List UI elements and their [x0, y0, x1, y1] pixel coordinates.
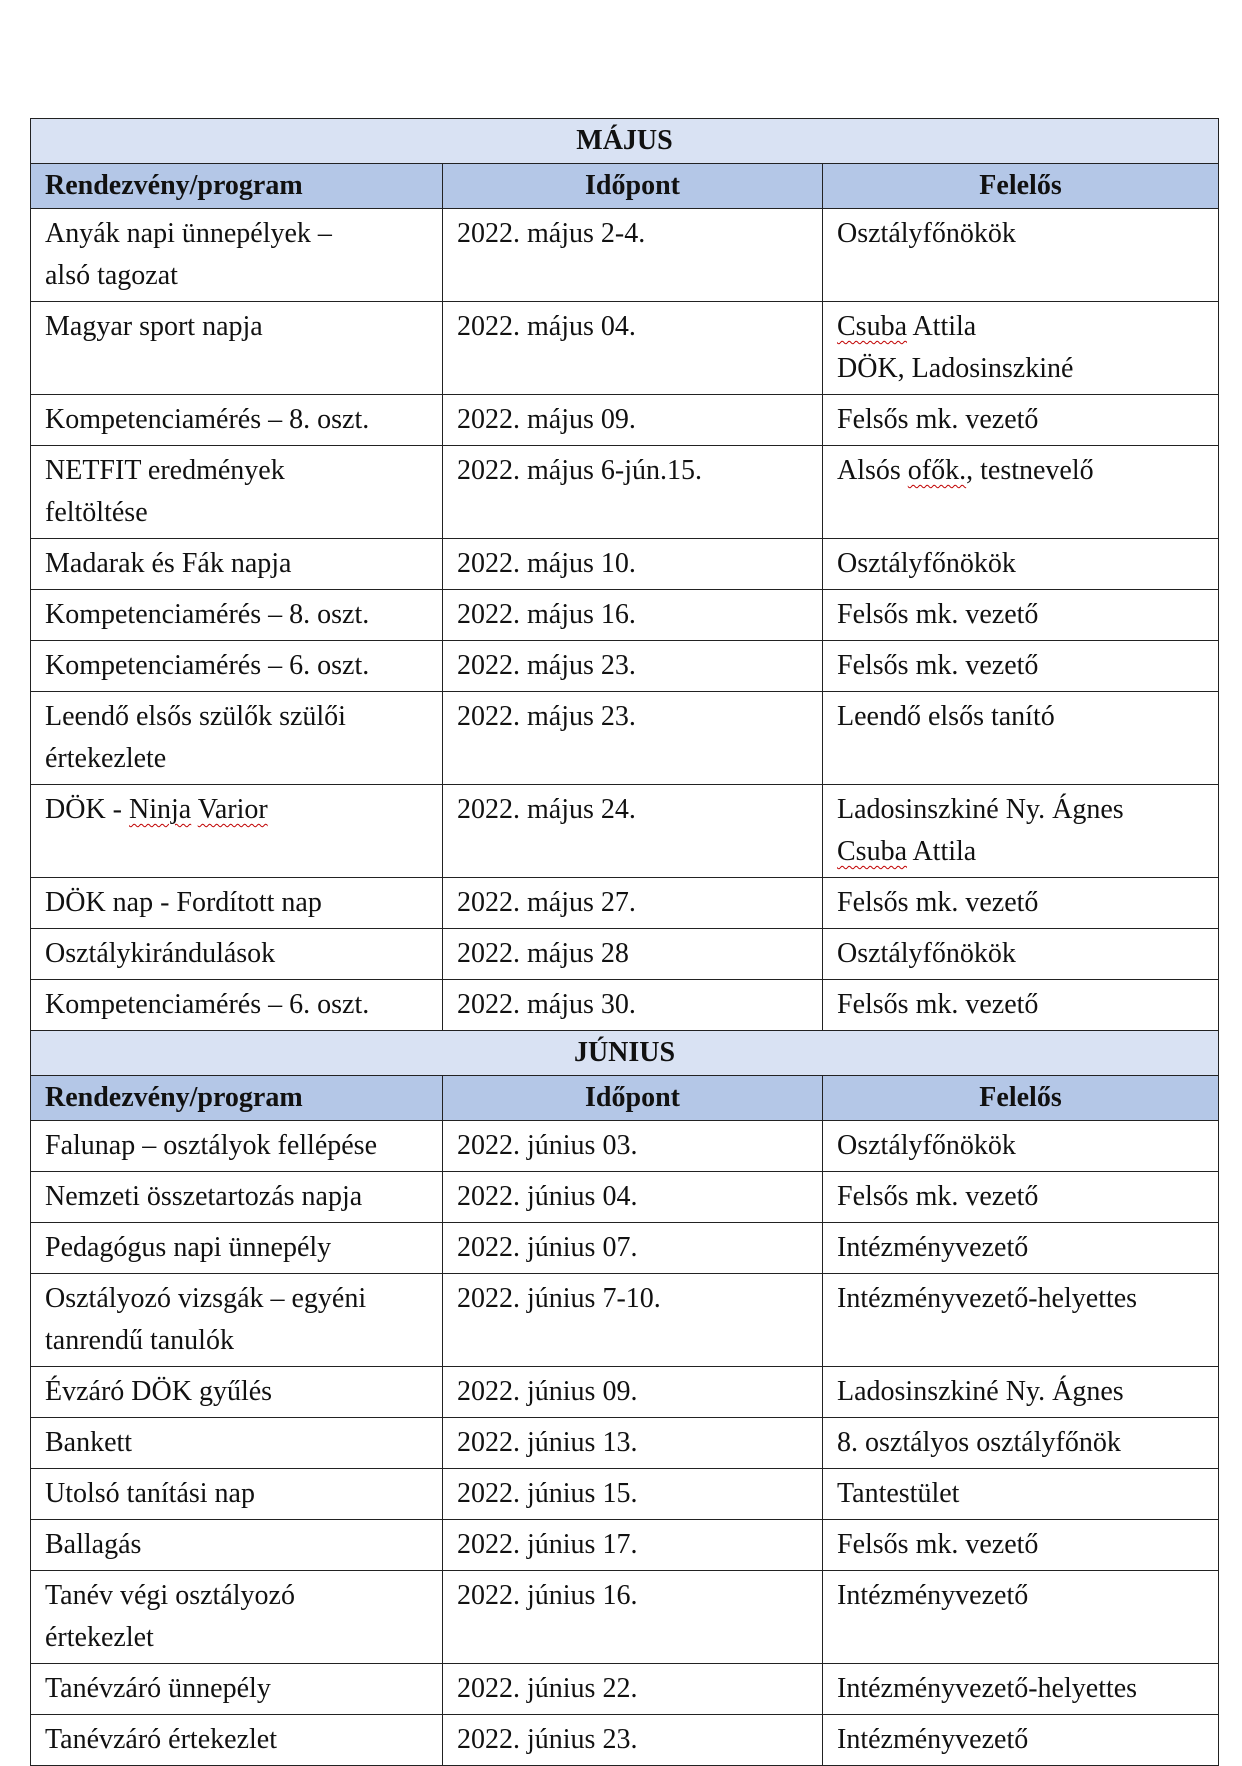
table-row — [31, 209, 1219, 302]
month-row — [31, 1031, 1219, 1076]
responsible-cell — [823, 980, 1219, 1031]
program-cell — [31, 446, 443, 539]
table-row — [31, 1715, 1219, 1766]
program-cell — [31, 1274, 443, 1367]
header-date: Időpont — [443, 1076, 823, 1121]
table-row — [31, 980, 1219, 1031]
responsible-line: Felsős mk. vezető — [837, 650, 1039, 681]
responsible-cell — [823, 785, 1219, 878]
program-cell — [31, 692, 443, 785]
program-cell — [31, 539, 443, 590]
date-cell: 2022. május 28 — [443, 929, 823, 980]
responsible-line: Felsős mk. vezető — [837, 887, 1039, 918]
program-line: Bankett — [45, 1427, 133, 1458]
table-row — [31, 539, 1219, 590]
program-line: Kompetenciamérés – 8. oszt. — [45, 599, 370, 630]
date-cell: 2022. június 16. — [443, 1571, 823, 1664]
responsible-cell — [823, 1274, 1219, 1367]
responsible-cell — [823, 590, 1219, 641]
responsible-cell — [823, 1367, 1219, 1418]
spellcheck-mark: Csuba — [837, 311, 907, 342]
responsible-cell — [823, 929, 1219, 980]
table-row — [31, 590, 1219, 641]
date-cell: 2022. június 7-10. — [443, 1274, 823, 1367]
program-cell — [31, 1664, 443, 1715]
table-row — [31, 929, 1219, 980]
program-cell — [31, 929, 443, 980]
responsible-line: Felsős mk. vezető — [837, 599, 1039, 630]
responsible-line: Felsős mk. vezető — [837, 989, 1039, 1020]
spellcheck-mark: Csuba — [837, 836, 907, 867]
program-cell — [31, 1367, 443, 1418]
program-cell — [31, 590, 443, 641]
program-cell — [31, 1571, 443, 1664]
responsible-cell — [823, 1469, 1219, 1520]
responsible-cell — [823, 209, 1219, 302]
responsible-line: Ladosinszkiné Ny. Ágnes — [837, 794, 1124, 825]
table-row — [31, 641, 1219, 692]
program-line: Nemzeti összetartozás napja — [45, 1181, 363, 1212]
program-line: értekezlet — [45, 1622, 154, 1653]
header-row — [31, 164, 1219, 209]
program-line: tanrendű tanulók — [45, 1325, 234, 1356]
program-line: Leendő elsős szülők szülői — [45, 701, 346, 732]
responsible-line: Osztályfőnökök — [837, 938, 1016, 969]
header-date: Időpont — [443, 164, 823, 209]
responsible-cell — [823, 641, 1219, 692]
responsible-cell — [823, 539, 1219, 590]
program-line: Osztálykirándulások — [45, 938, 276, 969]
program-cell — [31, 980, 443, 1031]
month-row — [31, 119, 1219, 164]
program-cell — [31, 878, 443, 929]
program-line: Tanévzáró értekezlet — [45, 1724, 277, 1755]
table-row — [31, 1418, 1219, 1469]
header-row — [31, 1076, 1219, 1121]
responsible-line: Osztályfőnökök — [837, 218, 1016, 249]
date-cell: 2022. június 23. — [443, 1715, 823, 1766]
program-cell — [31, 785, 443, 878]
responsible-line: Felsős mk. vezető — [837, 1181, 1039, 1212]
date-cell: 2022. május 24. — [443, 785, 823, 878]
responsible-cell — [823, 1223, 1219, 1274]
table-row — [31, 1571, 1219, 1664]
month-title: JÚNIUS — [31, 1031, 1219, 1076]
spellcheck-mark: Ninja — [129, 794, 192, 825]
date-cell: 2022. május 09. — [443, 395, 823, 446]
program-line: Falunap – osztályok fellépése — [45, 1130, 378, 1161]
month-title: MÁJUS — [31, 119, 1219, 164]
program-line: Kompetenciamérés – 6. oszt. — [45, 989, 370, 1020]
responsible-cell — [823, 878, 1219, 929]
date-cell: 2022. június 17. — [443, 1520, 823, 1571]
responsible-line: Intézményvezető — [837, 1724, 1029, 1755]
table-row — [31, 1469, 1219, 1520]
date-cell: 2022. május 23. — [443, 641, 823, 692]
date-cell: 2022. május 23. — [443, 692, 823, 785]
program-line: feltöltése — [45, 497, 148, 528]
program-line: Magyar sport napja — [45, 311, 263, 342]
table-row — [31, 446, 1219, 539]
table-row — [31, 302, 1219, 395]
table-row — [31, 1367, 1219, 1418]
responsible-cell — [823, 1418, 1219, 1469]
schedule-body — [31, 119, 1219, 1766]
date-cell: 2022. június 03. — [443, 1121, 823, 1172]
program-cell — [31, 1172, 443, 1223]
responsible-cell — [823, 692, 1219, 785]
program-line: Anyák napi ünnepélyek – — [45, 218, 332, 249]
responsible-cell — [823, 1571, 1219, 1664]
program-line: Pedagógus napi ünnepély — [45, 1232, 332, 1263]
responsible-line: Alsós ofők., testnevelő — [837, 455, 1094, 486]
program-cell — [31, 1121, 443, 1172]
program-cell — [31, 1223, 443, 1274]
date-cell: 2022. május 16. — [443, 590, 823, 641]
responsible-line: Felsős mk. vezető — [837, 404, 1039, 435]
responsible-line: Intézményvezető-helyettes — [837, 1673, 1138, 1704]
program-line: NETFIT eredmények — [45, 455, 285, 486]
date-cell: 2022. június 04. — [443, 1172, 823, 1223]
program-line: DÖK - Ninja Varior — [45, 794, 268, 825]
date-cell: 2022. május 30. — [443, 980, 823, 1031]
program-line: értekezlete — [45, 743, 167, 774]
date-cell: 2022. május 27. — [443, 878, 823, 929]
table-row — [31, 1664, 1219, 1715]
table-row — [31, 395, 1219, 446]
responsible-line: Osztályfőnökök — [837, 1130, 1016, 1161]
table-row — [31, 1121, 1219, 1172]
responsible-line: Osztályfőnökök — [837, 548, 1016, 579]
program-cell — [31, 302, 443, 395]
responsible-line: DÖK, Ladosinszkiné — [837, 353, 1074, 384]
date-cell: 2022. június 09. — [443, 1367, 823, 1418]
program-line: Évzáró DÖK gyűlés — [45, 1376, 273, 1407]
responsible-line: Ladosinszkiné Ny. Ágnes — [837, 1376, 1124, 1407]
responsible-cell — [823, 1172, 1219, 1223]
program-cell — [31, 1715, 443, 1766]
responsible-line: Intézményvezető — [837, 1232, 1029, 1263]
program-line: Utolsó tanítási nap — [45, 1478, 255, 1509]
responsible-cell — [823, 302, 1219, 395]
responsible-line: Csuba Attila — [837, 311, 977, 342]
responsible-cell — [823, 1121, 1219, 1172]
date-cell: 2022. május 10. — [443, 539, 823, 590]
date-cell: 2022. június 07. — [443, 1223, 823, 1274]
program-cell — [31, 1520, 443, 1571]
program-line: DÖK nap - Fordított nap — [45, 887, 322, 918]
program-line: Tanévzáró ünnepély — [45, 1673, 271, 1704]
table-row — [31, 878, 1219, 929]
program-line: Kompetenciamérés – 8. oszt. — [45, 404, 370, 435]
program-cell — [31, 1469, 443, 1520]
table-row — [31, 1223, 1219, 1274]
date-cell: 2022. június 15. — [443, 1469, 823, 1520]
program-line: Kompetenciamérés – 6. oszt. — [45, 650, 370, 681]
responsible-line: Csuba Attila — [837, 836, 977, 867]
header-program: Rendezvény/program — [31, 164, 443, 209]
program-cell — [31, 641, 443, 692]
spellcheck-mark: ofők. — [907, 455, 967, 486]
table-row — [31, 785, 1219, 878]
program-cell — [31, 395, 443, 446]
table-row — [31, 1520, 1219, 1571]
date-cell: 2022. május 04. — [443, 302, 823, 395]
date-cell: 2022. május 2-4. — [443, 209, 823, 302]
responsible-line: Felsős mk. vezető — [837, 1529, 1039, 1560]
header-program: Rendezvény/program — [31, 1076, 443, 1121]
responsible-line: Intézményvezető-helyettes — [837, 1283, 1138, 1314]
header-responsible: Felelős — [823, 1076, 1219, 1121]
program-cell — [31, 209, 443, 302]
responsible-cell — [823, 1520, 1219, 1571]
date-cell: 2022. május 6-jún.15. — [443, 446, 823, 539]
program-line: Osztályozó vizsgák – egyéni — [45, 1283, 367, 1314]
schedule-table — [30, 118, 1219, 1766]
program-line: Tanév végi osztályozó — [45, 1580, 295, 1611]
responsible-line: 8. osztályos osztályfőnök — [837, 1427, 1121, 1458]
responsible-line: Leendő elsős tanító — [837, 701, 1055, 732]
table-row — [31, 1172, 1219, 1223]
responsible-cell — [823, 395, 1219, 446]
responsible-cell — [823, 446, 1219, 539]
responsible-cell — [823, 1715, 1219, 1766]
program-cell — [31, 1418, 443, 1469]
header-responsible: Felelős — [823, 164, 1219, 209]
table-row — [31, 1274, 1219, 1367]
table-row — [31, 692, 1219, 785]
program-line: Ballagás — [45, 1529, 142, 1560]
responsible-line: Tantestület — [837, 1478, 960, 1509]
responsible-cell — [823, 1664, 1219, 1715]
date-cell: 2022. június 13. — [443, 1418, 823, 1469]
responsible-line: Intézményvezető — [837, 1580, 1029, 1611]
program-line: alsó tagozat — [45, 260, 178, 291]
program-line: Madarak és Fák napja — [45, 548, 292, 579]
spellcheck-mark: Varior — [197, 794, 268, 825]
date-cell: 2022. június 22. — [443, 1664, 823, 1715]
